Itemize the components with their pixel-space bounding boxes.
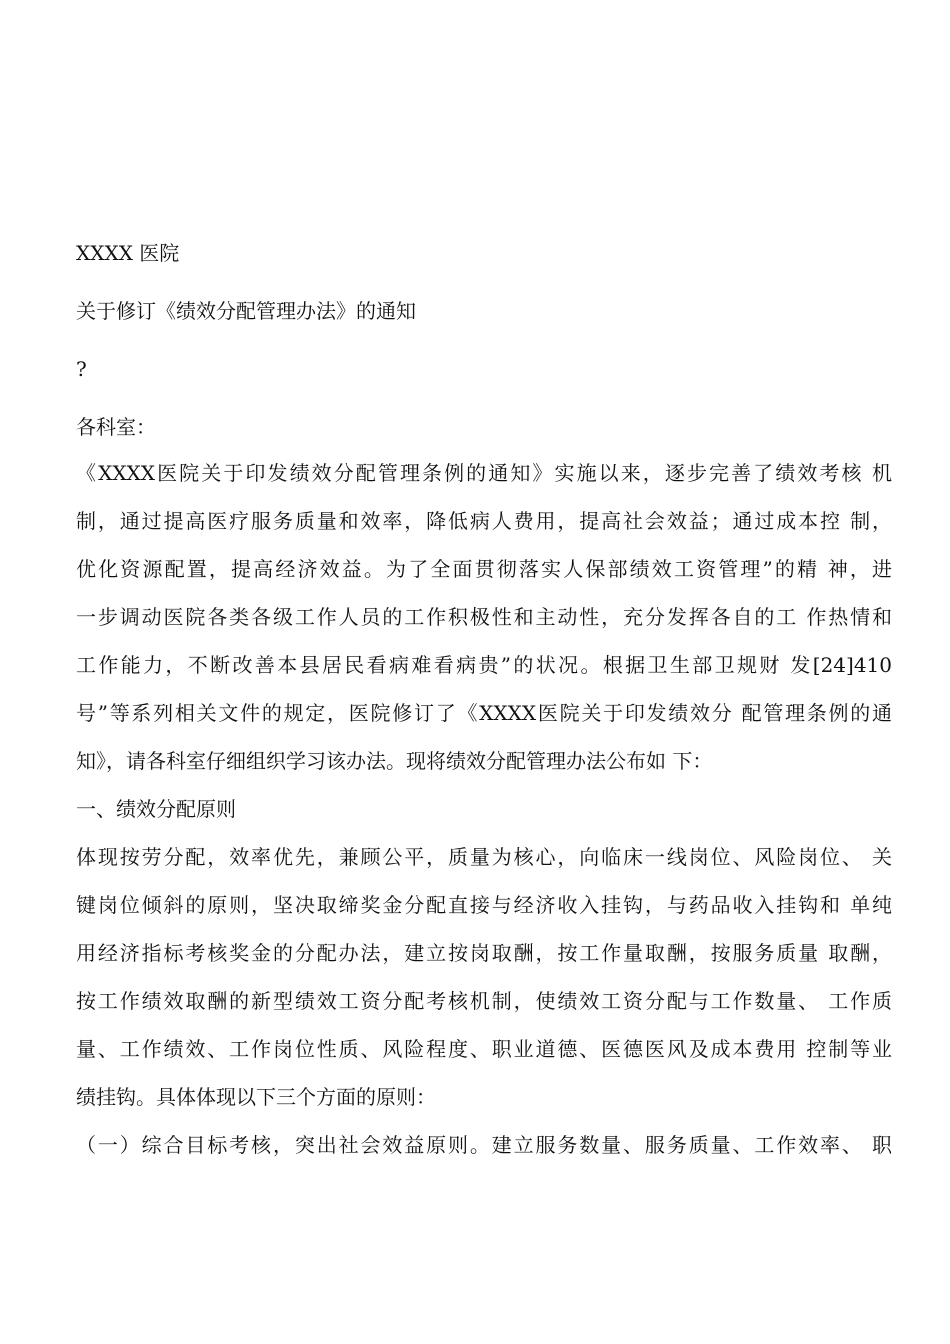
paragraph-line: 绩挂钩。具体体现以下三个方面的原则：	[76, 1085, 436, 1109]
paragraph-item-one	[76, 1130, 892, 1178]
paragraph-line: （一）综合目标考核，突出社会效益原则。建立服务数量、服务质量、工作效率、 职	[76, 1133, 892, 1157]
paragraph-line: 键岗位倾斜的原则，坚决取缔奖金分配直接与经济收入挂钩，与药品收入挂钩和 单纯	[76, 893, 892, 917]
hospital-name: XXXX 医院	[76, 241, 180, 265]
paragraph-line: 工作能力，不断改善本县居民看病难看病贵”的状况。根据卫生部卫规财 发[24]410	[76, 653, 892, 677]
paragraph-line: 用经济指标考核奖金的分配办法，建立按岗取酬，按工作量取酬，按服务质量 取酬，	[76, 941, 892, 965]
paragraph-principles	[76, 842, 892, 1130]
question-mark: ?	[76, 357, 87, 381]
paragraph-line: 制，通过提高医疗服务质量和效率，降低病人费用，提高社会效益；通过成本控 制，	[76, 509, 892, 533]
paragraph-intro	[76, 458, 892, 794]
paragraph-line: 按工作绩效取酬的新型绩效工资分配考核机制，使绩效工资分配与工作数量、 工作质	[76, 989, 892, 1013]
paragraph-line: 优化资源配置，提高经济效益。为了全面贯彻落实人保部绩效工资管理”的精 神，进	[76, 557, 892, 581]
paragraph-line: 《XXXX医院关于印发绩效分配管理条例的通知》实施以来，逐步完善了绩效考核 机	[76, 461, 892, 485]
document-page	[76, 238, 892, 1178]
paragraph-line: 一步调动医院各类各级工作人员的工作积极性和主动性，充分发挥各自的工 作热情和	[76, 605, 892, 629]
notice-title: 关于修订《绩效分配管理办法》的通知	[76, 299, 416, 323]
paragraph-line: 体现按劳分配，效率优先，兼顾公平，质量为核心，向临床一线岗位、风险岗位、 关	[76, 845, 892, 869]
paragraph-line: 号”等系列相关文件的规定，医院修订了《XXXX医院关于印发绩效分 配管理条例的通	[76, 701, 892, 725]
section-title-principles: 一、绩效分配原则	[76, 797, 236, 821]
salutation: 各科室：	[76, 415, 156, 439]
paragraph-line: 知》，请各科室仔细组织学习该办法。现将绩效分配管理办法公布如 下：	[76, 749, 713, 773]
paragraph-line: 量、工作绩效、工作岗位性质、风险程度、职业道德、医德医风及成本费用 控制等业	[76, 1037, 892, 1061]
